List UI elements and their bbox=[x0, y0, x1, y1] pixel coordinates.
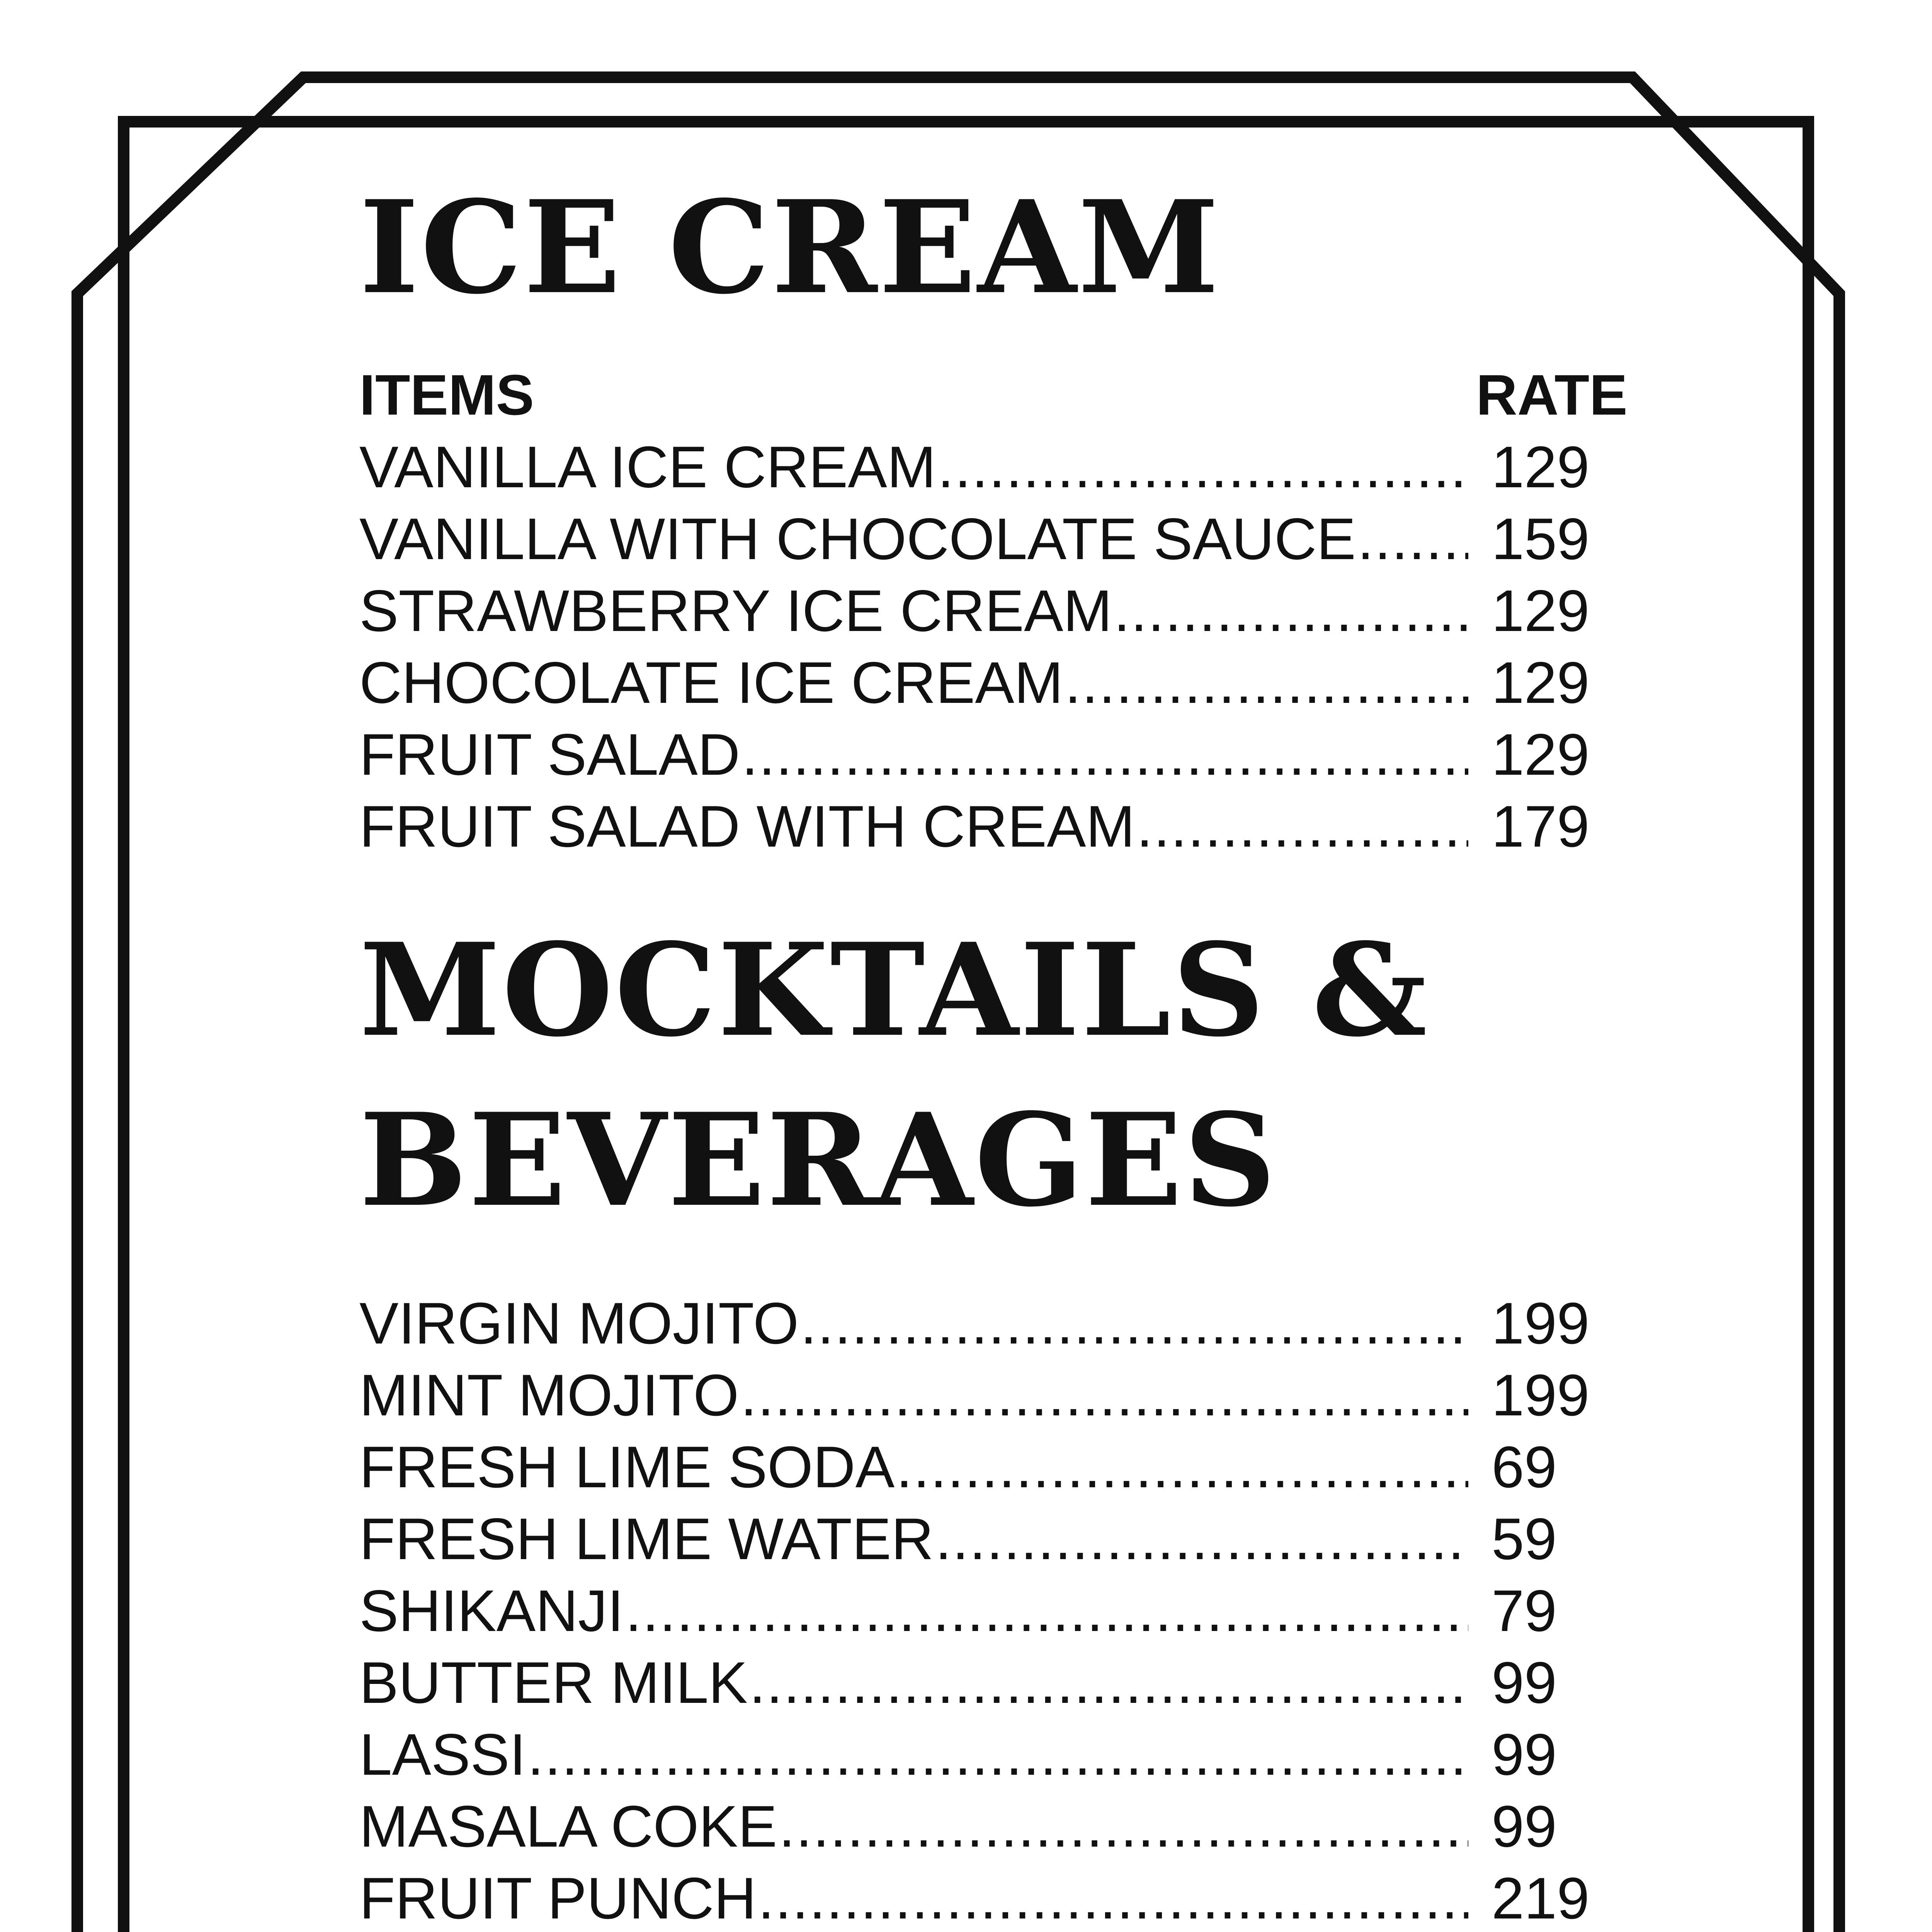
list-item bbox=[359, 575, 1607, 647]
column-headers bbox=[359, 359, 1628, 431]
mocktails-heading-line2: BEVERAGES bbox=[359, 1085, 1277, 1235]
item-name: FRESH LIME WATER bbox=[359, 1506, 934, 1572]
leader-dots bbox=[937, 431, 1468, 503]
leader-dots bbox=[527, 1719, 1468, 1791]
list-item bbox=[359, 1719, 1607, 1791]
item-name: FRUIT SALAD WITH CREAM bbox=[359, 794, 1135, 859]
list-item bbox=[359, 1862, 1607, 1932]
items-column-header: ITEMS bbox=[359, 363, 534, 427]
item-name: LASSI bbox=[359, 1722, 526, 1787]
leader-dots bbox=[740, 1359, 1468, 1431]
menu-content bbox=[359, 162, 1628, 1932]
list-item bbox=[359, 1287, 1607, 1359]
item-name: SHIKANJI bbox=[359, 1578, 624, 1644]
item-price: 179 bbox=[1492, 794, 1590, 859]
leader-dots bbox=[1357, 503, 1468, 575]
ice-cream-heading: ICE CREAM bbox=[359, 172, 1221, 322]
ice-cream-list bbox=[359, 431, 1607, 862]
rate-column-header: RATE bbox=[1476, 363, 1628, 427]
item-price: 79 bbox=[1492, 1578, 1557, 1644]
list-item bbox=[359, 503, 1607, 575]
item-name: MINT MOJITO bbox=[359, 1362, 739, 1428]
leader-dots bbox=[625, 1575, 1468, 1647]
item-name: VANILLA WITH CHOCOLATE SAUCE bbox=[359, 506, 1356, 572]
leader-dots bbox=[749, 1647, 1468, 1719]
leader-dots bbox=[1136, 791, 1468, 862]
item-name: VANILLA ICE CREAM bbox=[359, 434, 936, 500]
mocktails-list bbox=[359, 1287, 1607, 1932]
leader-dots bbox=[800, 1287, 1468, 1359]
leader-dots bbox=[896, 1431, 1468, 1503]
item-name: BUTTER MILK bbox=[359, 1650, 748, 1716]
list-item bbox=[359, 431, 1607, 503]
item-price: 69 bbox=[1492, 1434, 1557, 1500]
list-item bbox=[359, 1359, 1607, 1431]
item-price: 219 bbox=[1492, 1866, 1590, 1931]
list-item bbox=[359, 1575, 1607, 1647]
item-price: 99 bbox=[1492, 1794, 1557, 1859]
item-price: 199 bbox=[1492, 1291, 1590, 1356]
item-name: FRUIT PUNCH bbox=[359, 1866, 757, 1931]
item-price: 59 bbox=[1492, 1506, 1557, 1572]
item-name: FRUIT SALAD bbox=[359, 722, 740, 787]
item-price: 129 bbox=[1492, 650, 1590, 716]
mocktails-heading bbox=[359, 905, 1607, 1245]
mocktails-heading-line1: MOCKTAILS & bbox=[359, 915, 1429, 1065]
leader-dots bbox=[779, 1791, 1468, 1862]
item-price: 99 bbox=[1492, 1722, 1557, 1787]
item-name: MASALA COKE bbox=[359, 1794, 777, 1859]
item-price: 129 bbox=[1492, 722, 1590, 787]
leader-dots bbox=[1114, 575, 1468, 647]
leader-dots bbox=[758, 1862, 1468, 1932]
list-item bbox=[359, 791, 1607, 862]
list-item bbox=[359, 719, 1607, 791]
list-item bbox=[359, 1503, 1607, 1575]
leader-dots bbox=[1065, 647, 1468, 719]
leader-dots bbox=[742, 719, 1468, 791]
leader-dots bbox=[935, 1503, 1468, 1575]
item-price: 129 bbox=[1492, 434, 1590, 500]
item-price: 159 bbox=[1492, 506, 1590, 572]
item-price: 129 bbox=[1492, 578, 1590, 644]
list-item bbox=[359, 1431, 1607, 1503]
list-item bbox=[359, 1791, 1607, 1862]
item-price: 199 bbox=[1492, 1362, 1590, 1428]
item-name: STRAWBERRY ICE CREAM bbox=[359, 578, 1112, 644]
item-name: VIRGIN MOJITO bbox=[359, 1291, 799, 1356]
list-item bbox=[359, 647, 1607, 719]
item-name: FRESH LIME SODA bbox=[359, 1434, 895, 1500]
list-item bbox=[359, 1647, 1607, 1719]
item-name: CHOCOLATE ICE CREAM bbox=[359, 650, 1063, 716]
item-price: 99 bbox=[1492, 1650, 1557, 1716]
